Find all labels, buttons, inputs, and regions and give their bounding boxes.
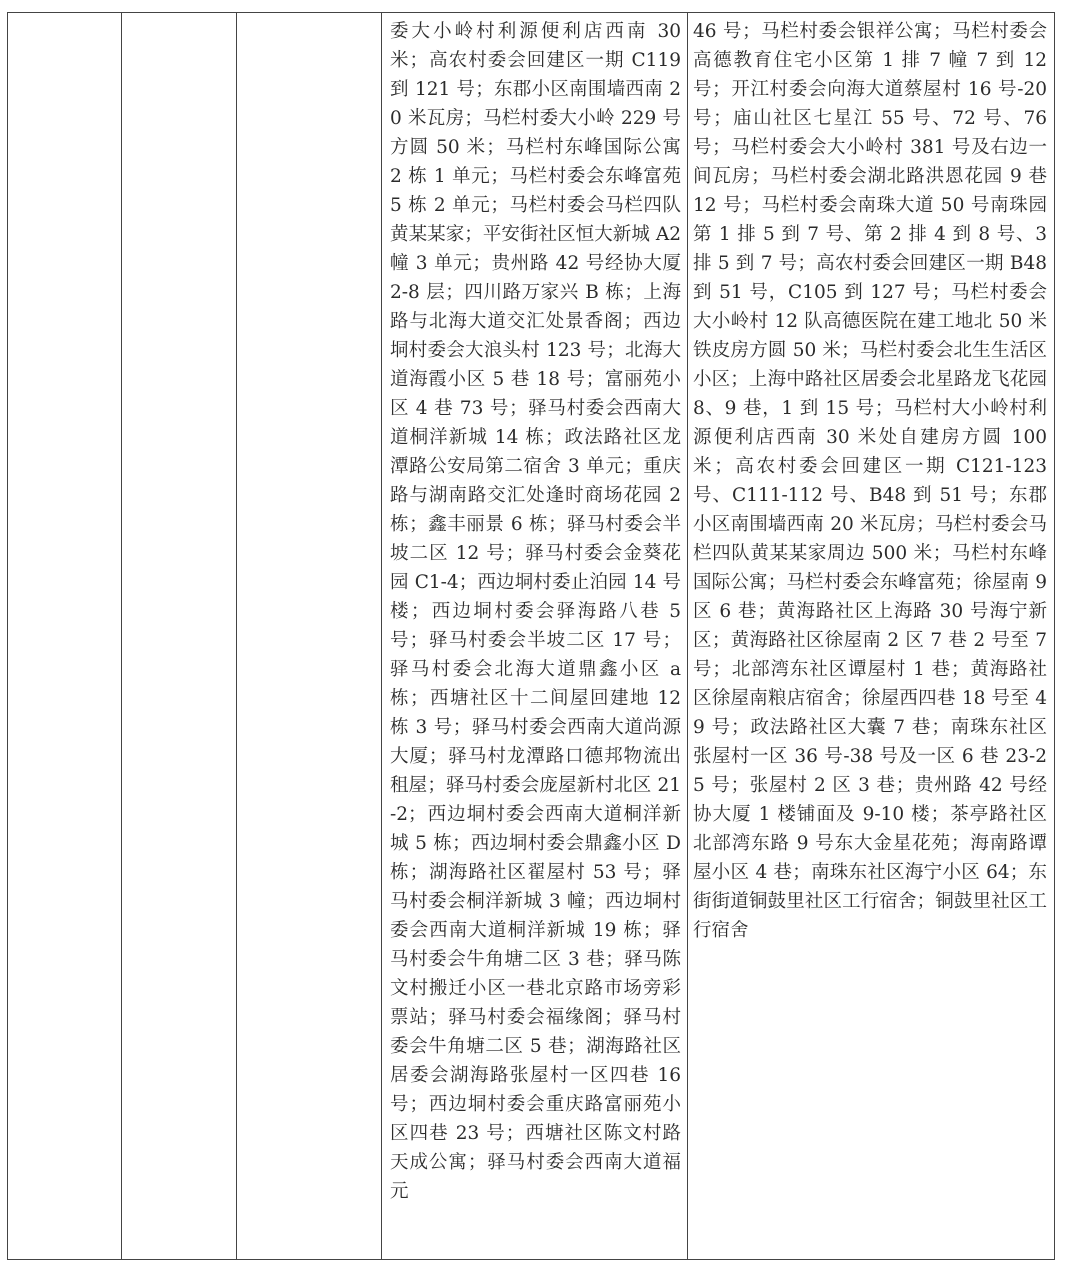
table-cell-risk-areas-left [382, 13, 688, 1260]
risk-area-list-left: 委大小岭村利源便利店西南 30 米；高农村委会回建区一期 C119 到 121 号；东郡小区南围墙西南 20 米瓦房；马栏村委大小岭 229 号方圆 50 米；马栏村东峰国际公寓 2 栋 1 单元；马栏村委会东峰富苑 5 栋 2 单元；马栏村委会马栏四队黄某某家；平安街社区恒大新城 A2 幢 3 单元；贵州路 42 号经协大厦 2-8 层；四川路万家兴 B 栋；上海路与北海大道交汇处景香阁；西边垌村委会大浪头村 123 号；北海大道海霞小区 5 巷 18 号；富丽苑小区 4 巷 73 号；驿马村委会西南大道桐洋新城 14 栋；政法路社区龙潭路公安局第二宿舍 3 单元；重庆路与湖南路交汇处逢时商场花园 2 栋；鑫丰丽景 6 栋；驿马村委会半坡二区 12 号；驿马村委会金葵花园 C1-4；西边垌村委止泊园 14 号楼；西边垌村委会驿海路八巷 5 号；驿马村委会半坡二区 17 号；驿马村委会北海大道鼎鑫小区 a 栋；西塘社区十二间屋回建地 12 栋 3 号；驿马村委会西南大道尚源大厦；驿马村龙潭路口德邦物流出租屋；驿马村委会庞屋新村北区 21-2；西边垌村委会西南大道桐洋新城 5 栋；西边垌村委会鼎鑫小区 D 栋；湖海路社区翟屋村 53 号；驿马村委会桐洋新城 3 幢；西边垌村委会西南大道桐洋新城 19 栋；驿马村委会牛角塘二区 3 巷；驿马陈文村搬迁小区一巷北京路市场旁彩票站；驿马村委会福缘阁；驿马村委会牛角塘二区 5 巷；湖海路社区居委会湖海路张屋村一区四巷 16 号；西边垌村委会重庆路富丽苑小区四巷 23 号；西塘社区陈文村路天成公寓；驿马村委会西南大道福元 [390, 21, 681, 1202]
table-cell-1 [8, 13, 122, 1260]
table-cell-risk-areas-right [688, 13, 1055, 1260]
risk-area-list-right: 46 号；马栏村委会银祥公寓；马栏村委会高德教育住宅小区第 1 排 7 幢 7 到 12 号；开江村委会向海大道蔡屋村 16 号-20 号；庙山社区七星江 55 号、72 号、76 号；马栏村委会大小岭村 381 号及右边一间瓦房；马栏村委会湖北路洪恩花园 9 巷 12 号；马栏村委会南珠大道 50 号南珠园第 1 排 5 到 7 号、第 2 排 4 到 8 号、3 排 5 到 7 号；高农村委会回建区一期 B48 到 51 号，C105 到 127 号；马栏村委会大小岭村 12 队高德医院在建工地北 50 米铁皮房方圆 50 米；马栏村委会北生生活区小区；上海中路社区居委会北星路龙飞花园 8、9 巷，1 到 15 号；马栏村大小岭村利源便利店西南 30 米处自建房方圆 100 米；高农村委会回建区一期 C121-123 号、C111-112 号、B48 到 51 号；东郡小区南围墙西南 20 米瓦房；马栏村委会马栏四队黄某某家周边 500 米；马栏村东峰国际公寓；马栏村委会东峰富苑；徐屋南 9 区 6 巷；黄海路社区上海路 30 号海宁新区；黄海路社区徐屋南 2 区 7 巷 2 号至 7 号；北部湾东社区谭屋村 1 巷；黄海路社区徐屋南粮店宿舍；徐屋西四巷 18 号至 49 号；政法路社区大囊 7 巷；南珠东社区张屋村一区 36 号-38 号及一区 6 巷 23-25 号；张屋村 2 区 3 巷；贵州路 42 号经协大厦 1 楼铺面及 9-10 楼；茶亭路社区北部湾东路 9 号东大金星花苑；海南路谭屋小区 4 巷；南珠东社区海宁小区 64；东街街道铜鼓里社区工行宿舍；铜鼓里社区工行宿舍 [693, 21, 1047, 941]
table-cell-2 [122, 13, 237, 1260]
table-row [8, 13, 1055, 1260]
table-cell-3 [237, 13, 382, 1260]
address-table [7, 12, 1055, 1260]
